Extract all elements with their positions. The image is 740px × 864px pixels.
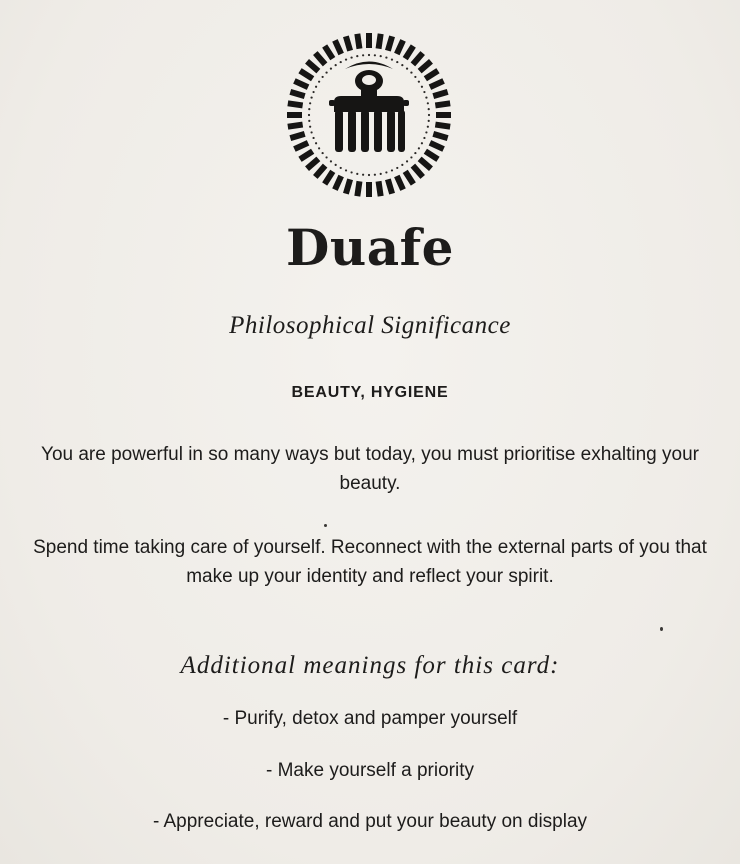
ring-dot [309,126,311,128]
ring-tick [385,178,395,194]
duafe-comb-icon [271,24,467,206]
ring-tick [332,175,344,191]
ring-dot [345,58,347,60]
ring-tick [298,68,314,81]
ring-tick [418,157,433,171]
ring-dot [356,55,358,57]
ring-dot [406,160,408,162]
ring-dot [396,167,398,169]
ring-dot [335,164,337,166]
additional-meaning-item: - Appreciate, reward and put your beauty on display [152,811,588,832]
ring-tick [293,140,309,152]
ring-dot [312,91,314,93]
ring-dot [308,114,310,116]
ring-dot [423,91,425,93]
ring-dot [362,174,364,176]
ring-tick [429,140,445,152]
ring-tick [305,157,320,171]
additional-meanings-heading: Additional meanings for this card: [180,652,560,679]
ring-dot [330,68,332,70]
ring-dot [325,156,327,158]
ring-dot [391,58,393,60]
ring-dot [350,171,352,173]
ring-dot [423,137,425,139]
ring-dot [414,76,416,78]
ring-tick [289,89,305,99]
ring-dot [421,86,423,88]
ring-tick [354,33,362,49]
ring-tick [424,149,440,162]
ring-dot [401,164,403,166]
ring-tick [376,33,384,49]
ring-tick [366,33,372,48]
ring-tick [287,122,303,130]
card-keywords: BEAUTY, HYGIENE [291,384,449,401]
ring-dot [418,81,420,83]
ring-dot [362,54,364,56]
ring-tick [403,44,416,60]
ring-tick [289,131,305,141]
ring-dot [308,108,310,110]
ring-tick [432,89,448,99]
ring-tick [411,164,425,179]
ring-tick [298,149,314,162]
ring-dot [315,142,317,144]
ring-tick [424,68,440,81]
ring-dot [401,64,403,66]
ring-tick [287,112,302,118]
ring-dot [428,114,430,116]
card-title: Duafe [286,218,454,277]
ring-dot [418,147,420,149]
ring-tick [376,181,384,197]
additional-meaning-item: - Make yourself a priority [265,760,474,781]
ring-tick [394,175,406,191]
ring-tick [332,39,344,55]
ring-dot [368,54,370,56]
ring-dot [356,173,358,175]
ring-dot [368,174,370,176]
ring-dot [312,137,314,139]
ring-tick [403,170,416,186]
ring-dot [414,152,416,154]
ring-dot [315,86,317,88]
ring-tick [435,100,451,108]
ring-tick [366,182,372,197]
ring-dot [427,126,429,128]
ring-dot [428,120,430,122]
ring-tick [385,35,395,51]
ring-dot [318,147,320,149]
ring-tick [435,122,451,130]
ring-dot [318,81,320,83]
ring-dot [322,152,324,154]
ring-tick [429,78,445,90]
ring-dot [310,131,312,133]
ring-tick [432,131,448,141]
ring-dot [325,71,327,73]
ring-dot [374,54,376,56]
ring-tick [287,100,303,108]
ring-tick [436,112,451,118]
ring-dot [410,156,412,158]
ring-tick [305,59,320,73]
ring-tick [418,59,433,73]
ring-tick [322,44,335,60]
ring-tick [354,181,362,197]
ring-tick [411,51,425,66]
additional-meaning-item: - Purify, detox and pamper yourself [222,708,518,729]
ring-dot [322,76,324,78]
ring-dot [396,61,398,63]
ring-dot [406,68,408,70]
card-paragraph-2: Spend time taking care of yourself. Reconnect with the external parts of you that make up your identity and reflect your spirit. [33,537,707,587]
paper-speck [324,524,327,527]
ring-dot [380,55,382,57]
ring-dot [391,169,393,171]
ring-dot [330,160,332,162]
card-paragraph-1: You are powerful in so many ways but today, you must prioritise exhalting your beauty. [41,444,699,494]
ring-dot [345,169,347,171]
ring-dot [310,96,312,98]
ring-tick [322,170,335,186]
ring-dot [385,56,387,58]
ring-tick [343,178,353,194]
ring-dot [340,61,342,63]
ring-tick [293,78,309,90]
card-subtitle: Philosophical Significance [229,312,511,339]
ring-tick [394,39,406,55]
paper-speck [660,627,663,631]
ring-dot [309,102,311,104]
ring-dot [380,173,382,175]
ring-dot [350,56,352,58]
ring-dot [374,174,376,176]
ring-dot [340,167,342,169]
ring-dot [308,120,310,122]
ring-tick [343,35,353,51]
ring-tick [313,51,327,66]
ring-dot [425,131,427,133]
ring-tick [313,164,327,179]
ring-dot [427,102,429,104]
ring-dot [335,64,337,66]
ring-dot [410,71,412,73]
ring-dot [428,108,430,110]
ring-dot [425,96,427,98]
ring-dot [385,171,387,173]
ring-dot [421,142,423,144]
